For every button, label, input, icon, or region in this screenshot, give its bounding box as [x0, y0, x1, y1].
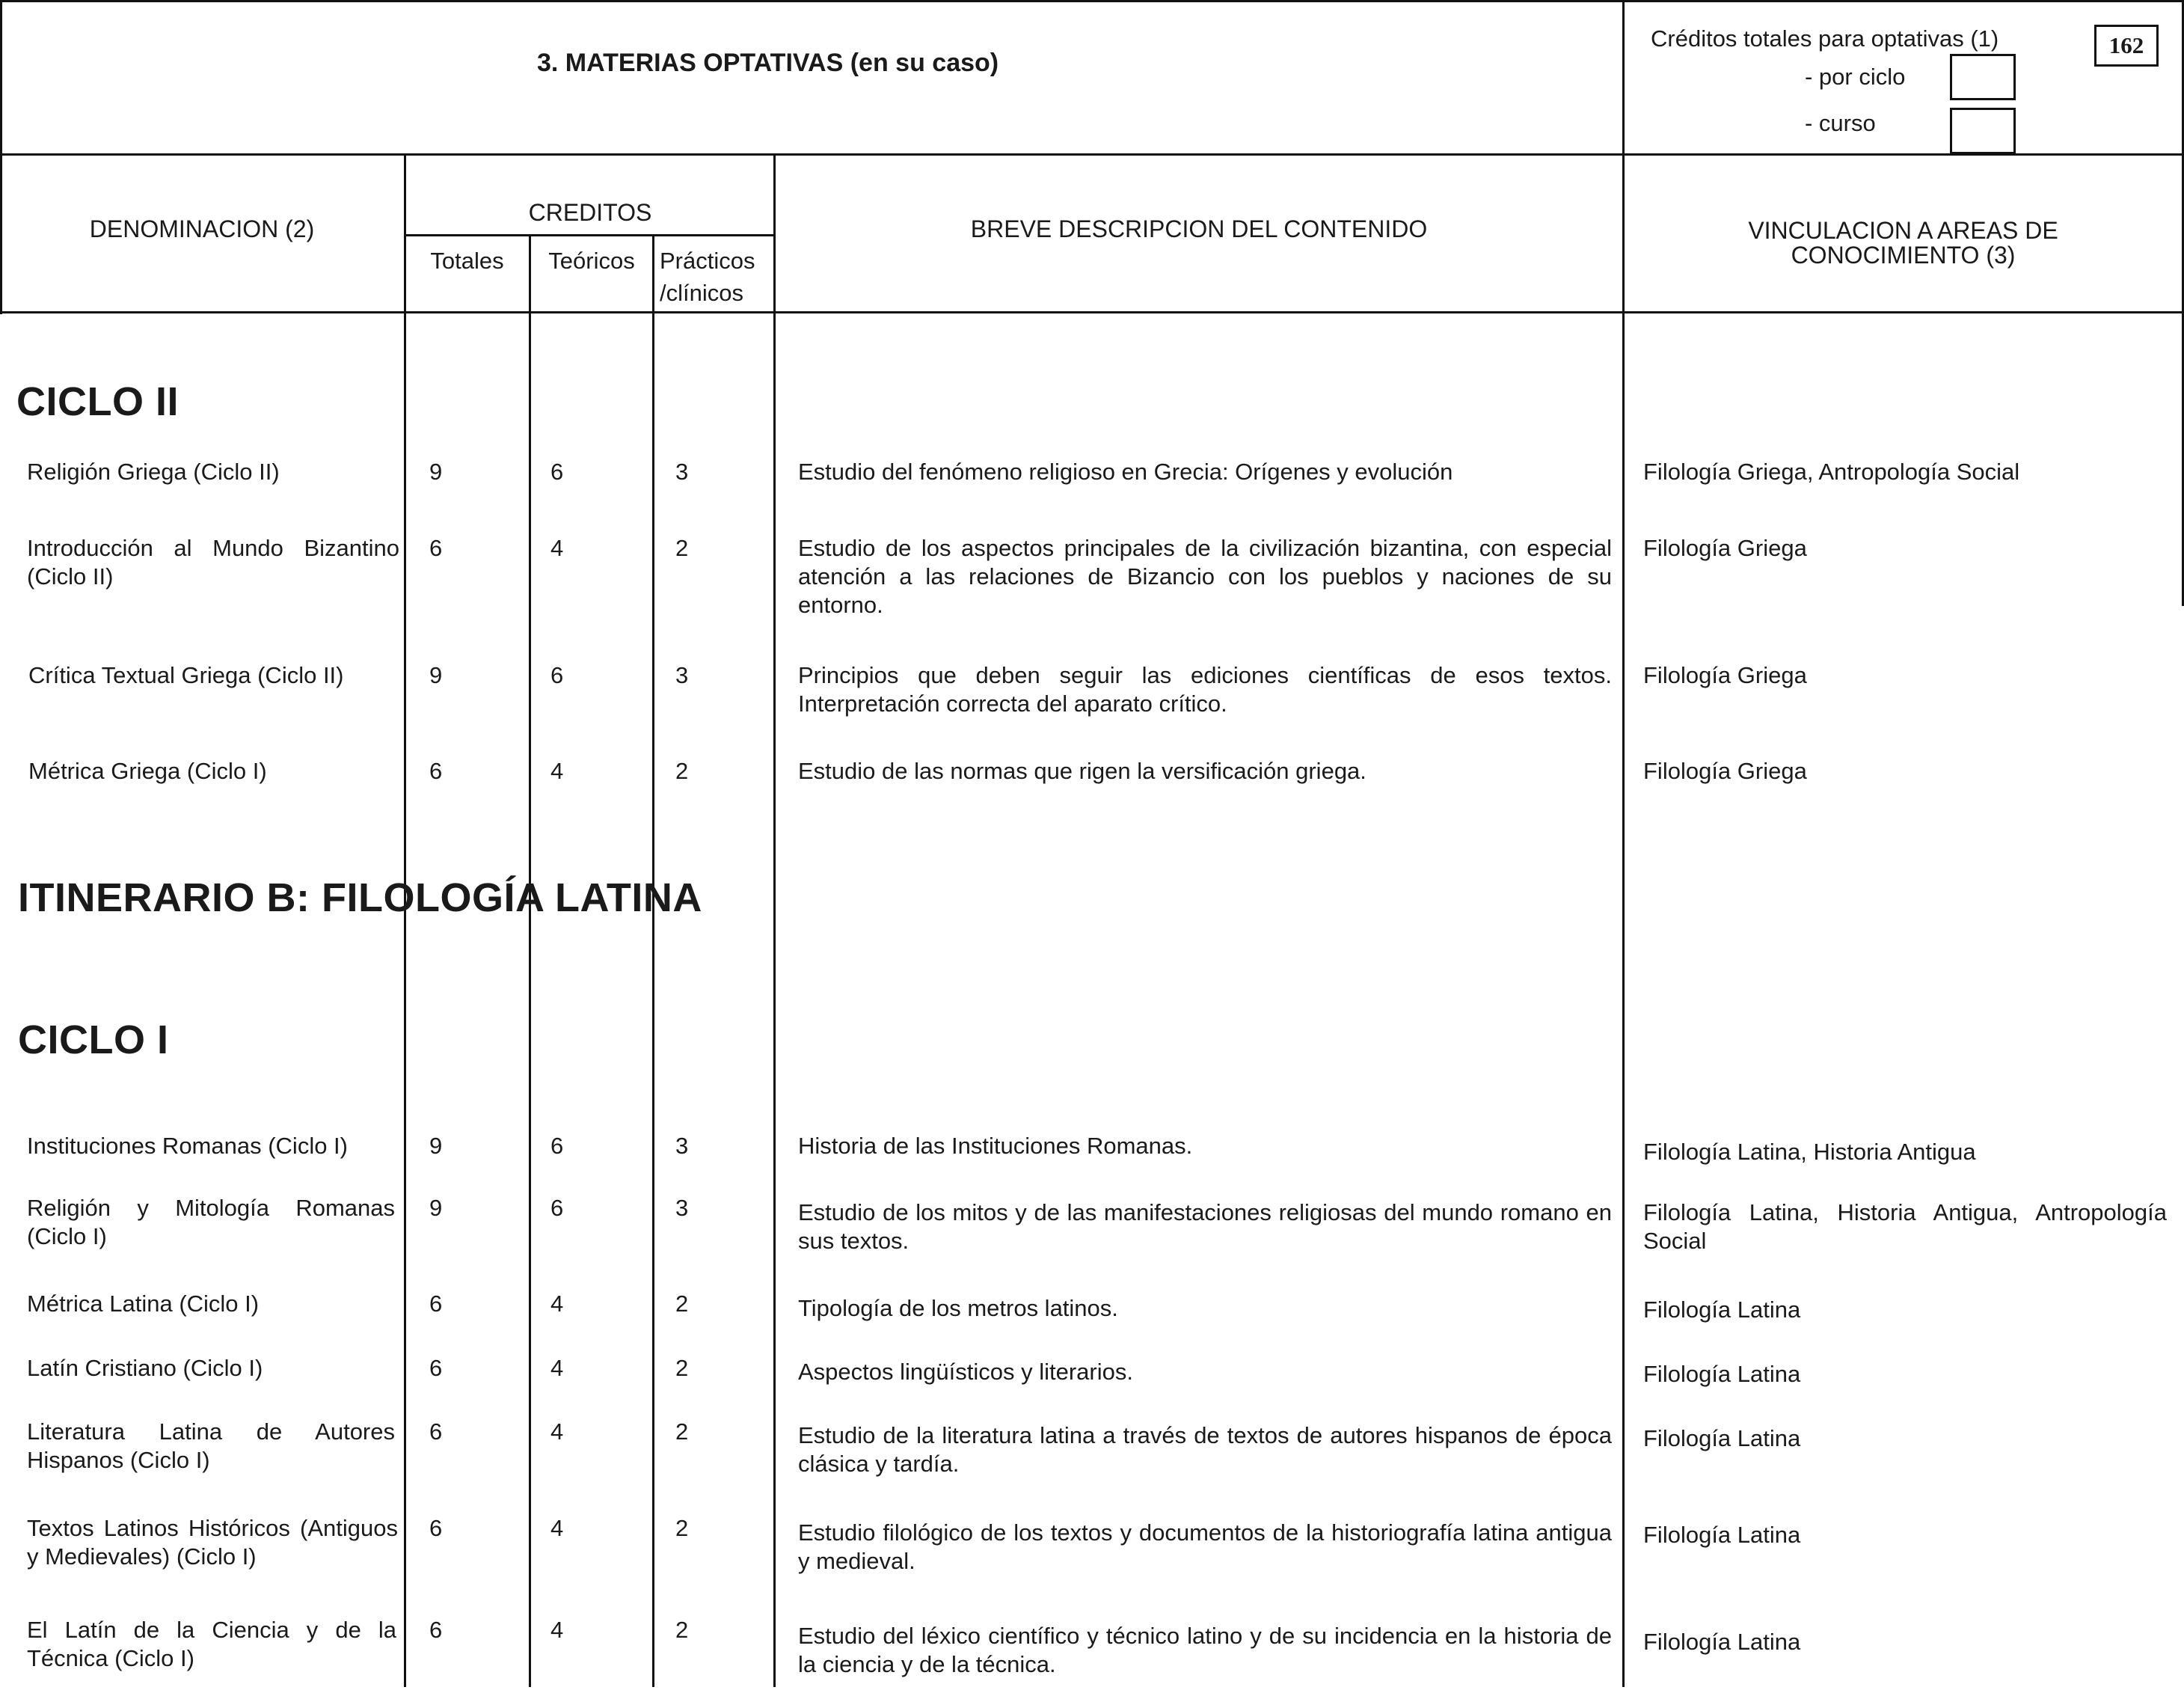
row-denominacion: Latín Cristiano (Ciclo I) — [27, 1355, 263, 1381]
creditos-divider — [405, 234, 775, 236]
row-totales: 9 — [429, 1133, 443, 1159]
row-practicos: 2 — [675, 1355, 689, 1381]
row-area: Filología Latina, Historia Antigua — [1643, 1139, 1976, 1165]
row-teoricos: 6 — [550, 1133, 564, 1159]
row-descripcion: Estudio del fenómeno religioso en Grecia: Orígenes y evolución — [798, 459, 1453, 485]
row-area: Filología Griega, Antropología Social — [1643, 459, 2020, 485]
row-area: Filología Griega — [1643, 758, 1807, 784]
row-descripcion: Estudio de la literatura latina a través de textos de autores hispanos de época clásica y tardía. — [798, 1422, 1612, 1477]
col-divider-descripcion — [773, 153, 776, 1687]
row-denominacion: Religión Griega (Ciclo II) — [27, 459, 280, 485]
row-descripcion: Historia de las Instituciones Romanas. — [798, 1133, 1193, 1159]
row-teoricos: 4 — [550, 1515, 564, 1541]
creditos-header: CREDITOS — [528, 199, 652, 226]
row-denominacion: Instituciones Romanas (Ciclo I) — [27, 1133, 348, 1159]
row-area: Filología Latina — [1643, 1629, 1801, 1655]
row-teoricos: 4 — [550, 758, 564, 784]
row-teoricos: 4 — [550, 1291, 564, 1317]
row-teoricos: 6 — [550, 1195, 564, 1221]
row-descripcion: Tipología de los metros latinos. — [798, 1295, 1118, 1321]
column-header-bottom-border — [0, 311, 2184, 313]
row-area: Filología Latina — [1643, 1425, 1801, 1451]
denominacion-header: DENOMINACION (2) — [89, 215, 315, 242]
header-bottom-border — [0, 153, 2184, 156]
row-area: Filología Griega — [1643, 662, 1807, 688]
curso-box — [1950, 108, 2016, 154]
row-denominacion: El Latín de la Ciencia y de la Técnica (Ciclo I) — [27, 1617, 396, 1671]
row-area: Filología Latina, Historia Antigua, Antropología Social — [1643, 1199, 2167, 1254]
teoricos-header: Teóricos — [548, 248, 635, 274]
row-practicos: 3 — [675, 1195, 689, 1221]
totales-header: Totales — [430, 248, 504, 274]
row-teoricos: 4 — [550, 535, 564, 561]
row-practicos: 2 — [675, 1617, 689, 1643]
row-area: Filología Latina — [1643, 1297, 1801, 1323]
row-area: Filología Griega — [1643, 535, 1807, 561]
row-practicos: 3 — [675, 1133, 689, 1159]
col-divider-practicos — [652, 234, 654, 1687]
row-descripcion: Estudio filológico de los textos y documentos de la historiografía latina antigua y medieval. — [798, 1519, 1612, 1574]
row-totales: 6 — [429, 535, 443, 561]
row-practicos: 3 — [675, 662, 689, 688]
row-descripcion: Principios que deben seguir las ediciones científicas de esos textos. Interpretación correcta del aparato crítico. — [798, 662, 1612, 717]
left-border — [0, 0, 2, 314]
row-totales: 9 — [429, 662, 443, 688]
row-teoricos: 6 — [550, 662, 564, 688]
row-totales: 6 — [429, 758, 443, 784]
top-border — [0, 0, 2184, 2]
row-practicos: 2 — [675, 535, 689, 561]
row-descripcion: Estudio de los aspectos principales de la civilización bizantina, con especial atención a las relaciones de Bizancio con los pueblos y naciones de su entorno. — [798, 535, 1612, 618]
row-totales: 9 — [429, 459, 443, 485]
row-denominacion: Textos Latinos Históricos (Antiguos y Medievales) (Ciclo I) — [27, 1515, 398, 1570]
por-ciclo-box — [1950, 54, 2016, 100]
row-totales: 9 — [429, 1195, 443, 1221]
row-descripcion: Estudio de los mitos y de las manifestaciones religiosas del mundo romano en sus textos. — [798, 1199, 1612, 1254]
heading-itinerario-b: ITINERARIO B: FILOLOGÍA LATINA — [18, 875, 702, 920]
row-practicos: 2 — [675, 1418, 689, 1445]
row-practicos: 2 — [675, 1291, 689, 1317]
col-divider-teoricos — [529, 234, 531, 1687]
row-totales: 6 — [429, 1418, 443, 1445]
row-teoricos: 4 — [550, 1355, 564, 1381]
credits-total-label: Créditos totales para optativas (1) — [1651, 25, 1999, 52]
section-title: 3. MATERIAS OPTATIVAS (en su caso) — [537, 49, 999, 77]
credits-total-box — [2094, 25, 2159, 67]
vinculacion-header-line1: VINCULACION A AREAS DE — [1748, 217, 2058, 244]
descripcion-header: BREVE DESCRIPCION DEL CONTENIDO — [970, 215, 1428, 242]
row-area: Filología Latina — [1643, 1522, 1801, 1548]
row-practicos: 3 — [675, 459, 689, 485]
practicos-header-line1: Prácticos — [660, 248, 755, 274]
row-descripcion: Aspectos lingüísticos y literarios. — [798, 1359, 1133, 1385]
row-teoricos: 4 — [550, 1418, 564, 1445]
row-denominacion: Literatura Latina de Autores Hispanos (Ciclo I) — [27, 1418, 395, 1473]
row-denominacion: Métrica Griega (Ciclo I) — [28, 758, 267, 784]
heading-ciclo-ii: CICLO II — [16, 379, 179, 424]
row-totales: 6 — [429, 1617, 443, 1643]
credits-total-value: 162 — [2108, 32, 2144, 58]
row-descripcion: Estudio de las normas que rigen la versificación griega. — [798, 758, 1366, 784]
row-teoricos: 4 — [550, 1617, 564, 1643]
row-denominacion: Crítica Textual Griega (Ciclo II) — [28, 662, 344, 688]
por-ciclo-label: - por ciclo — [1805, 64, 1906, 90]
heading-ciclo-i: CICLO I — [18, 1017, 169, 1062]
row-denominacion: Religión y Mitología Romanas (Ciclo I) — [27, 1195, 395, 1249]
row-practicos: 2 — [675, 1515, 689, 1541]
row-descripcion: Estudio del léxico científico y técnico latino y de su incidencia en la historia de la ciencia y de la técnica. — [798, 1623, 1612, 1677]
vinculacion-header-line2: CONOCIMIENTO (3) — [1791, 242, 2016, 269]
row-teoricos: 6 — [550, 459, 564, 485]
row-totales: 6 — [429, 1291, 443, 1317]
curso-label: - curso — [1805, 110, 1876, 136]
practicos-header-line2: /clínicos — [660, 280, 743, 306]
row-denominacion: Métrica Latina (Ciclo I) — [27, 1291, 260, 1317]
row-totales: 6 — [429, 1515, 443, 1541]
row-totales: 6 — [429, 1355, 443, 1381]
row-area: Filología Latina — [1643, 1361, 1801, 1387]
row-practicos: 2 — [675, 758, 689, 784]
row-denominacion: Introducción al Mundo Bizantino (Ciclo II) — [27, 535, 399, 590]
